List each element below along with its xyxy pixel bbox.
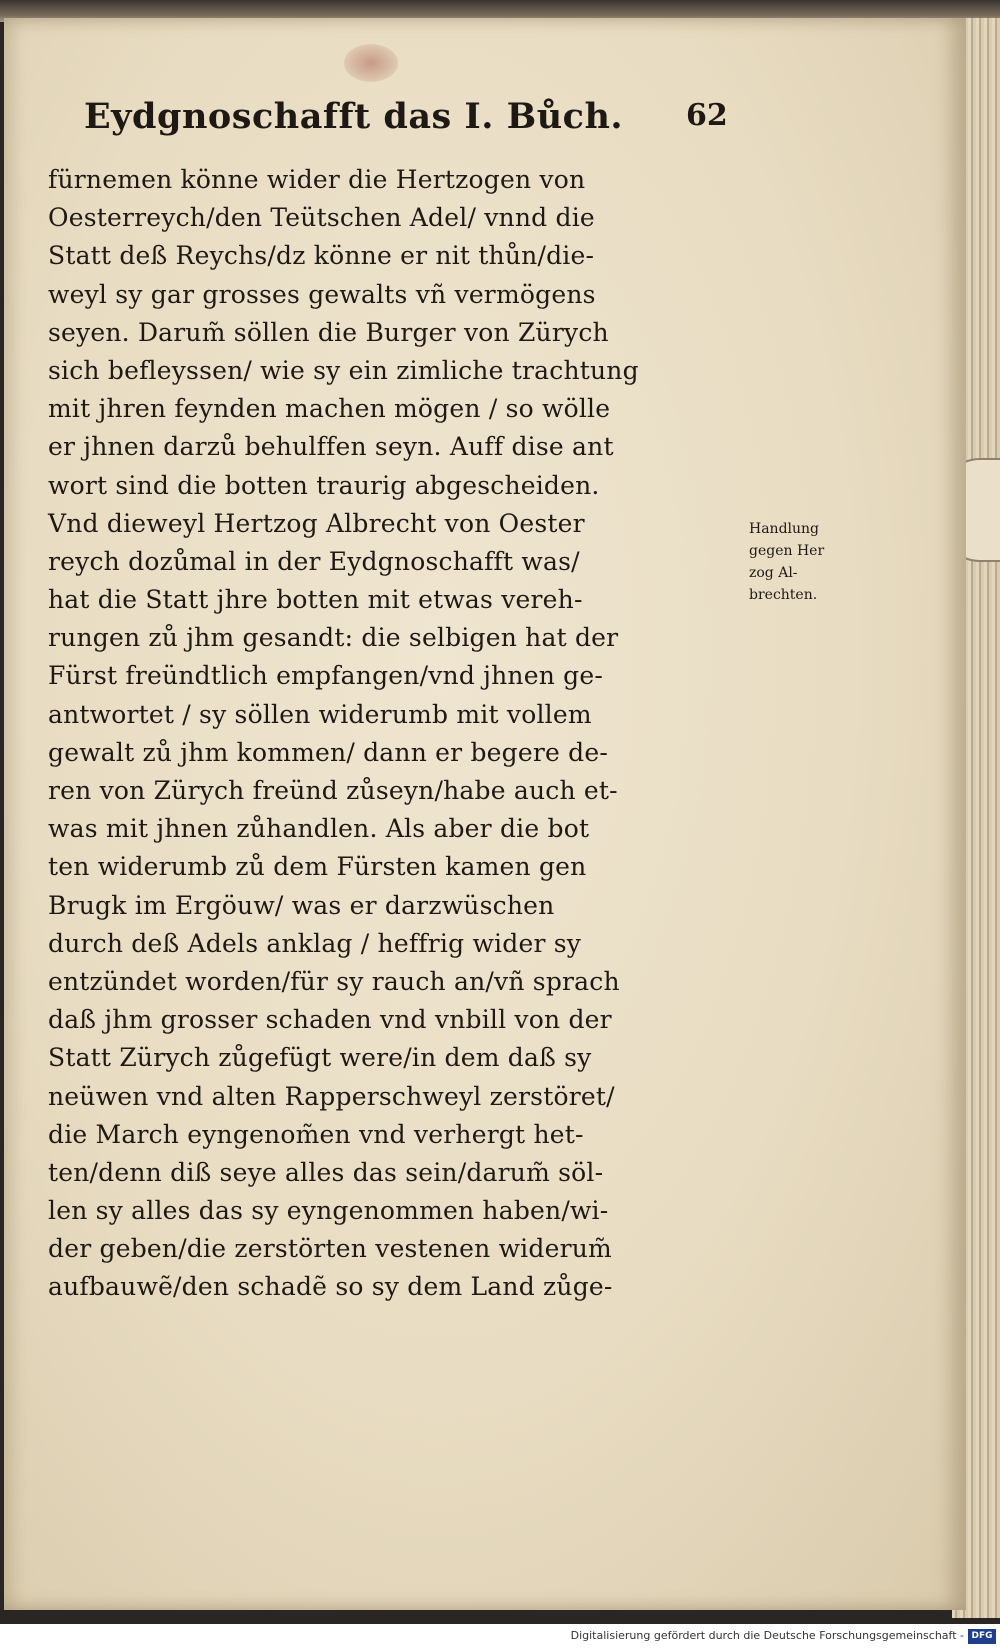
running-head	[84, 96, 734, 152]
text-line: gewalt zů jhm kommen/ dann er begere de-	[48, 737, 608, 767]
text-line: neüwen vnd alten Rapperschweyl zerstöret/	[48, 1081, 615, 1111]
text-line: Brugk im Ergöuw/ was er darzwüschen	[48, 890, 555, 920]
marginal-note-line: gegen Her	[749, 543, 825, 559]
text-line: reych dozůmal in der Eydgnoschafft was/	[48, 546, 580, 576]
text-line: hat die Statt jhre botten mit etwas vereh-	[48, 585, 583, 615]
marginal-note-line: Handlung	[749, 521, 820, 537]
text-line: mit jhren feynden machen mögen / so wölle	[48, 394, 611, 424]
digitization-footer	[0, 1624, 1000, 1650]
text-line: was mit jhnen zůhandlen. Als aber die bot	[48, 814, 590, 844]
text-line: len sy alles das sy eyngenommen haben/wi-	[48, 1196, 609, 1226]
text-line: sich befleyssen/ wie sy ein zimliche trachtung	[48, 355, 639, 385]
text-line: Statt deß Reychs/dz könne er nit thůn/die-	[48, 241, 595, 271]
funding-credit: Digitalisierung gefördert durch die Deutsche Forschungsgemeinschaft -	[570, 1629, 964, 1642]
text-line: durch deß Adels anklag / heffrig wider sy	[48, 928, 582, 958]
text-line: der geben/die zerstörten vestenen widerum̃	[48, 1234, 612, 1264]
body-text	[48, 161, 748, 1307]
paper-stain	[344, 44, 398, 82]
text-line: Vnd dieweyl Hertzog Albrecht von Oester	[48, 508, 585, 538]
marginal-note-line: brechten.	[749, 587, 818, 603]
page-number: 62	[686, 98, 728, 133]
text-line: die March eyngenom̃en vnd verhergt het-	[48, 1119, 584, 1149]
text-line: seyen. Darum̃ söllen die Burger von Zürych	[48, 317, 609, 347]
text-line: aufbauwẽ/den schadẽ so sy dem Land zůge-	[48, 1272, 613, 1302]
text-line: fürnemen könne wider die Hertzogen von	[48, 165, 586, 194]
text-line: wort sind die botten traurig abgescheiden.	[48, 470, 600, 500]
text-line: Oesterreych/den Teütschen Adel/ vnnd die	[48, 203, 595, 233]
text-line: Statt Zürych zůgefügt were/in dem daß sy	[48, 1043, 592, 1073]
text-line: entzündet worden/für sy rauch an/vñ sprach	[48, 966, 620, 996]
text-line: Fürst freündtlich empfangen/vnd jhnen ge-	[48, 661, 604, 691]
text-line: er jhnen darzů behulffen seyn. Auff dise ant	[48, 432, 614, 462]
text-line: daß jhm grosser schaden vnd vnbill von der	[48, 1005, 612, 1035]
text-line: ten/denn diß seye alles das sein/darum̃ söl-	[48, 1157, 604, 1187]
text-line: rungen zů jhm gesandt: die selbigen hat der	[48, 623, 619, 653]
running-head-title: Eydgnoschafft das I. Bůch.	[84, 96, 624, 137]
text-line: ren von Zürych freünd zůseyn/habe auch et-	[48, 776, 618, 805]
marginal-note	[749, 518, 859, 606]
book-page	[4, 18, 966, 1610]
text-line: ten widerumb zů dem Fürsten kamen gen	[48, 852, 587, 882]
dfg-logo: DFG	[968, 1629, 996, 1644]
text-line: antwortet / sy söllen widerumb mit vollem	[48, 699, 592, 729]
text-line: weyl sy gar grosses gewalts vñ vermögens	[48, 279, 596, 309]
marginal-note-line: zog Al-	[749, 565, 798, 581]
